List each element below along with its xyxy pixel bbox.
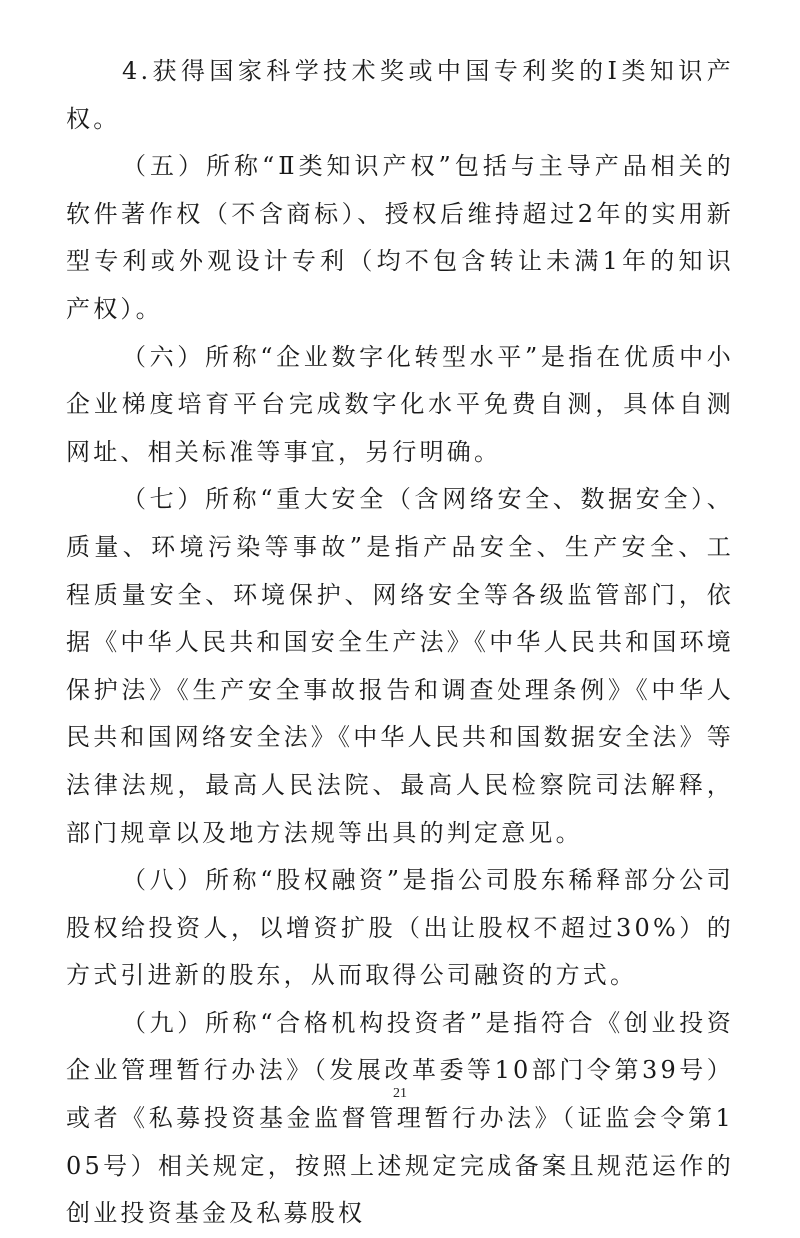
paragraph-section-6: （六）所称“企业数字化转型水平”是指在优质中小企业梯度培育平台完成数字化水平免费自测，具体自测网址、相关标准等事宜，另行明确。 (66, 342, 734, 466)
document-page (66, 48, 734, 1238)
paragraph-section-8: （八）所称“股权融资”是指公司股东稀释部分公司股权给投资人，以增资扩股（出让股权不超过30%）的方式引进新的股东，从而取得公司融资的方式。 (66, 866, 734, 990)
paragraph-section-5: （五）所称“Ⅱ类知识产权”包括与主导产品相关的软件著作权（不含商标）、授权后维持超过2年的实用新型专利或外观设计专利（均不包含转让未满1年的知识产权）。 (66, 152, 734, 323)
paragraph-section-7: （七）所称“重大安全（含网络安全、数据安全）、质量、环境污染等事故”是指产品安全、生产安全、工程质量安全、环境保护、网络安全等各级监管部门，依据《中华人民共和国安全生产法》《中华人民共和国环境保护法》《生产安全事故报告和调查处理条例》《中华人民共和国网络安全法》《中华人民共和国数据安全法》等法律法规，最高人民法院、最高人民检察院司法解释，部门规章以及地方法规等出具的判定意见。 (66, 485, 734, 847)
paragraph-section-9: （九）所称“合格机构投资者”是指符合《创业投资企业管理暂行办法》（发展改革委等10部门令第39号）或者《私募投资基金监督管理暂行办法》（证监会令第105号）相关规定，按照上述规定完成备案且规范运作的创业投资基金及私募股权 (66, 1008, 734, 1228)
page-number: 21 (393, 1086, 407, 1101)
paragraph-item-4: 4.获得国家科学技术奖或中国专利奖的Ⅰ类知识产权。 (66, 57, 734, 133)
